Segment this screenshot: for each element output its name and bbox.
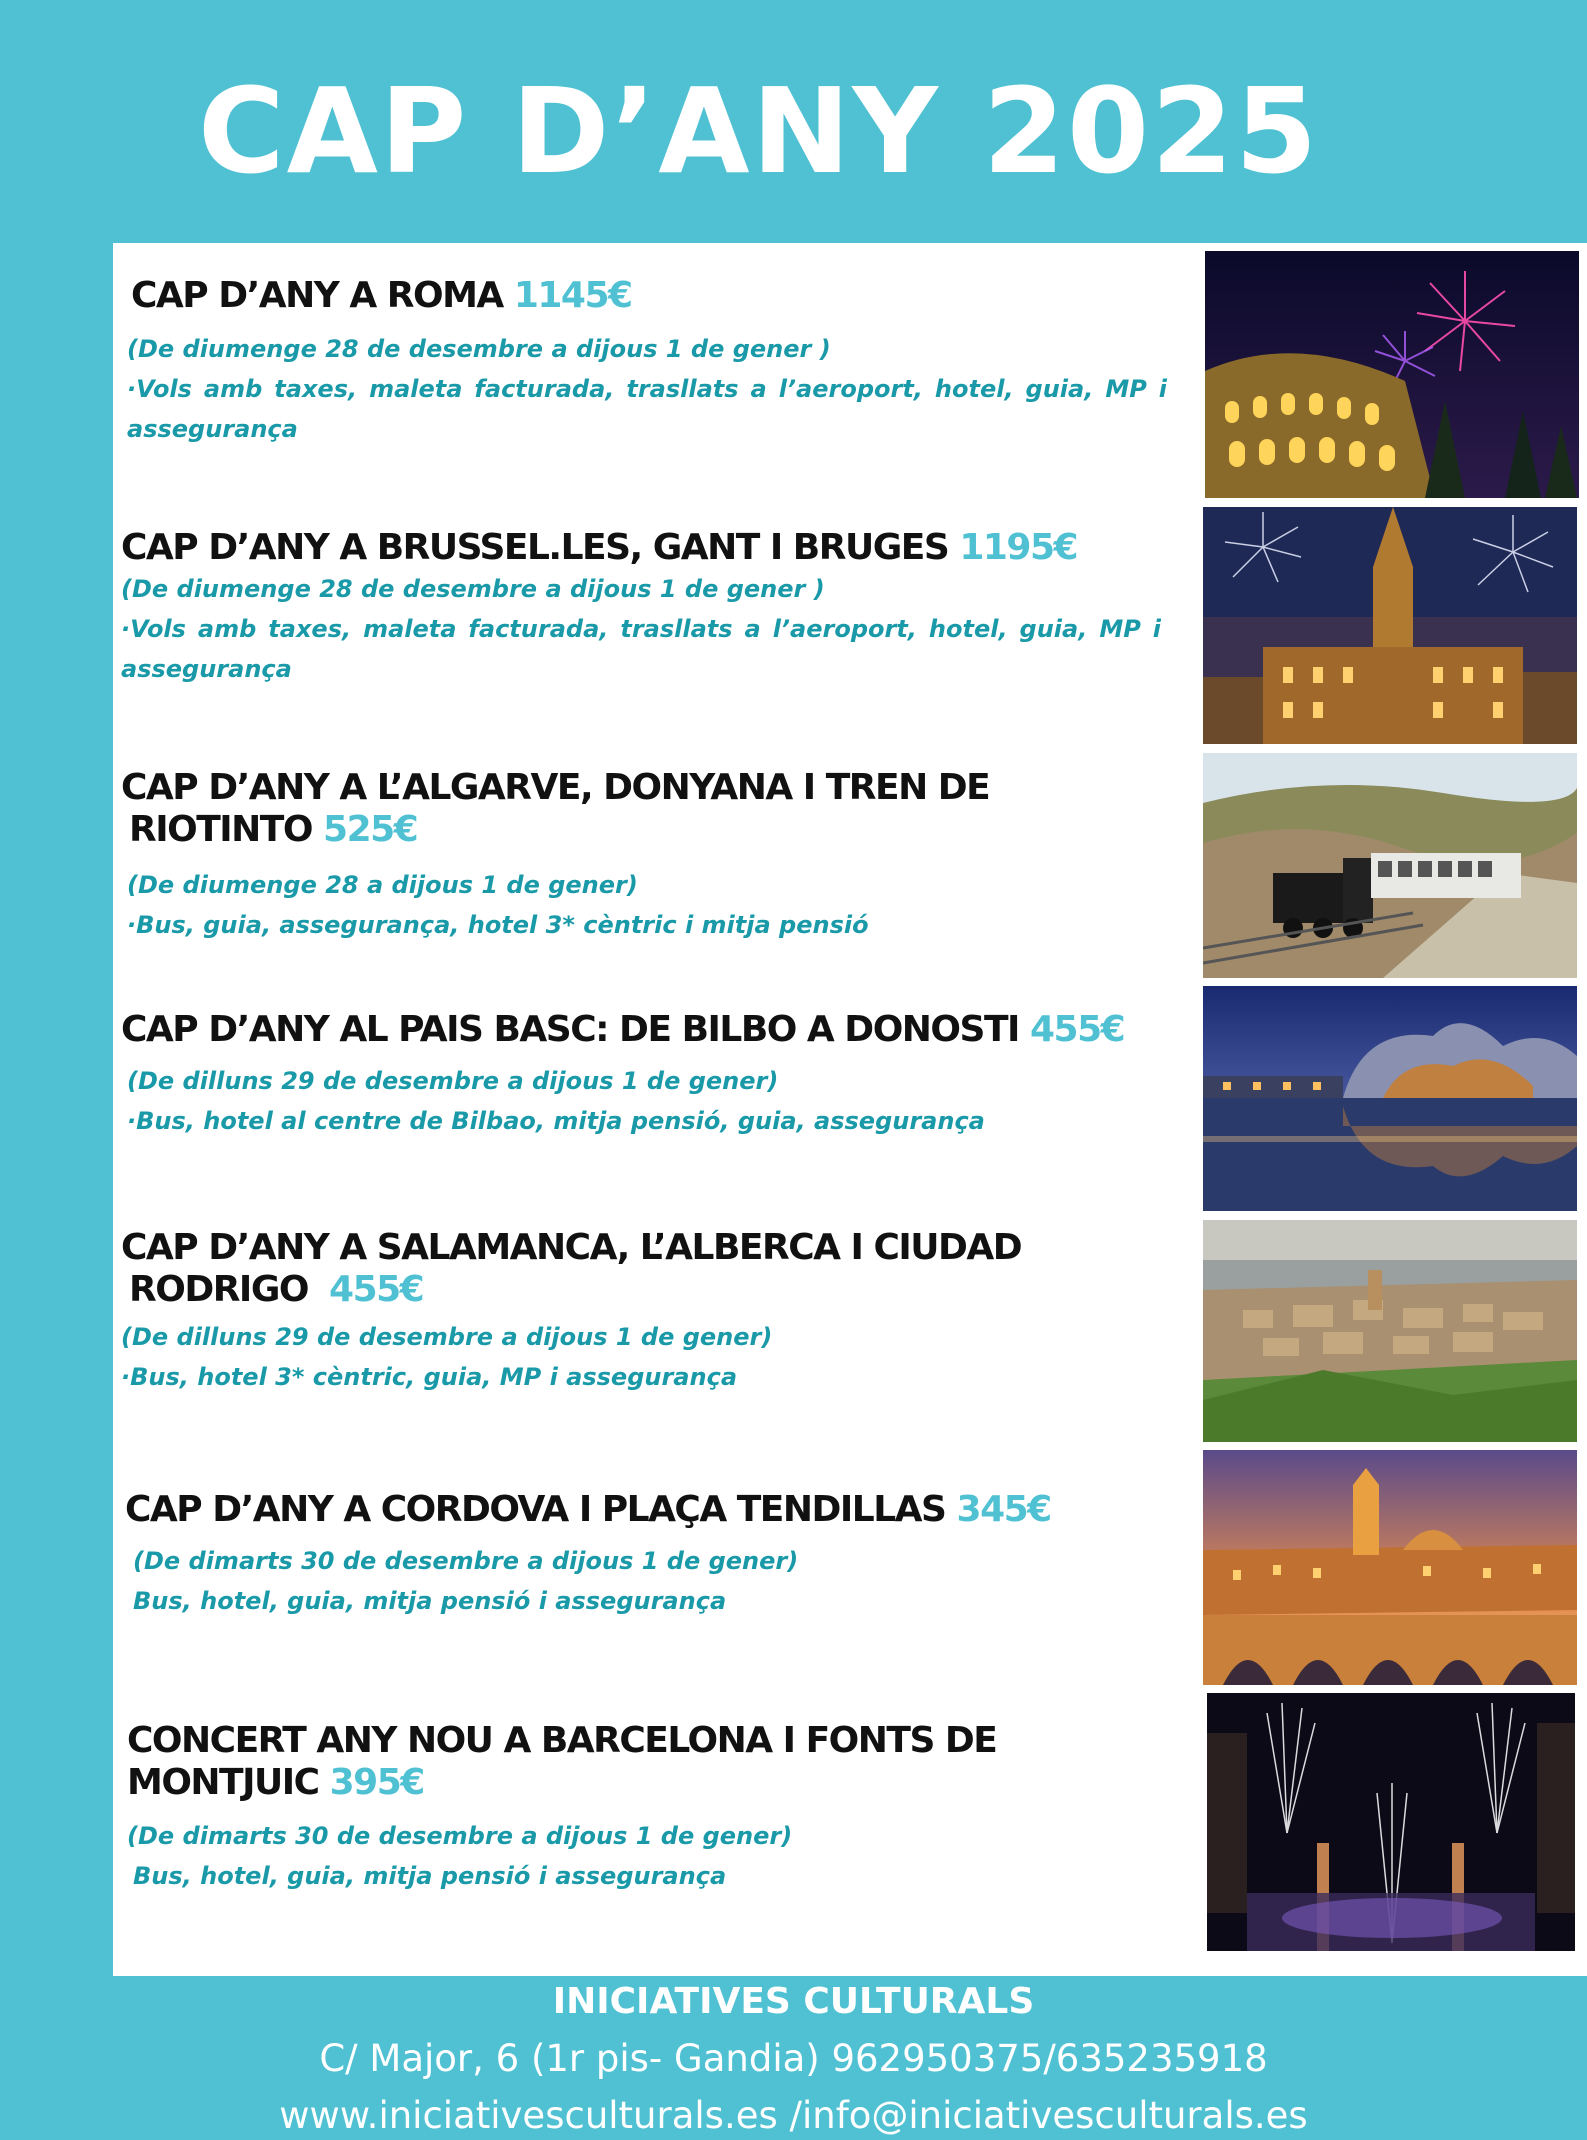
steam-train-photo: [1203, 753, 1577, 978]
grand-place-fireworks-photo: [1203, 507, 1577, 744]
ciudad-rodrigo-aerial-photo: [1203, 1220, 1577, 1442]
trip-title-line2: MONTJUIC 395€: [127, 1762, 424, 1803]
trip-price: 1195€: [959, 527, 1078, 568]
trip-dates: (De dimarts 30 de desembre a dijous 1 de gener): [127, 1822, 793, 1850]
trip-price: 1145€: [513, 275, 632, 316]
trip-description: ·Bus, hotel al centre de Bilbao, mitja pensió, guia, assegurança: [127, 1107, 985, 1135]
trip-description: Bus, hotel, guia, mitja pensió i assegurança: [133, 1862, 727, 1890]
trip-title: CAP D’ANY A SALAMANCA, L’ALBERCA I CIUDAD: [121, 1227, 1022, 1268]
trip-title: CAP D’ANY AL PAIS BASC: DE BILBO A DONOSTI 455€: [121, 1009, 1125, 1050]
guggenheim-night-photo: [1203, 986, 1577, 1211]
page-title: CAP D’ANY 2025: [198, 62, 1320, 200]
trip-barcelona: [113, 1720, 1193, 1896]
trip-title-line2: RODRIGO 455€: [129, 1269, 424, 1310]
trip-dates: (De dilluns 29 de desembre a dijous 1 de gener): [127, 1067, 779, 1095]
trip-price: 455€: [329, 1269, 424, 1310]
trip-algarve: [113, 767, 1193, 945]
trip-cordova: [113, 1489, 1193, 1621]
colosseum-fireworks-photo: [1205, 251, 1579, 498]
trip-dates: (De diumenge 28 a dijous 1 de gener): [127, 871, 638, 899]
footer-web-email: www.iniciativesculturals.es /info@iniciativesculturals.es: [279, 2094, 1308, 2137]
trip-pais-basc: [113, 1009, 1193, 1141]
trip-description: ·Vols amb taxes, maleta facturada, trasllats a l’aeroport, hotel, guia, MP i assegurança: [121, 615, 1161, 683]
trip-dates: (De dilluns 29 de desembre a dijous 1 de gener): [121, 1323, 773, 1351]
trip-title: CAP D’ANY A BRUSSEL.LES, GANT I BRUGES 1195€: [121, 527, 1078, 568]
footer-address: C/ Major, 6 (1r pis- Gandia) 962950375/635235918: [319, 2037, 1268, 2080]
trip-brussels: [113, 527, 1193, 689]
trip-dates: (De dimarts 30 de desembre a dijous 1 de gener): [133, 1547, 799, 1575]
trip-dates: (De diumenge 28 de desembre a dijous 1 de gener ): [121, 575, 825, 603]
trip-title: CONCERT ANY NOU A BARCELONA I FONTS DE: [127, 1720, 997, 1761]
trip-title: CAP D’ANY A CORDOVA I PLAÇA TENDILLAS 345€: [125, 1489, 1051, 1530]
trip-price: 395€: [329, 1762, 424, 1803]
trip-description: ·Vols amb taxes, maleta facturada, trasllats a l’aeroport, hotel, guia, MP i assegurança: [127, 375, 1167, 443]
trip-description: ·Bus, hotel 3* cèntric, guia, MP i assegurança: [121, 1363, 738, 1391]
offers-panel: [113, 243, 1587, 1976]
trip-description: Bus, hotel, guia, mitja pensió i assegurança: [133, 1587, 727, 1615]
trip-price: 525€: [323, 809, 418, 850]
trip-price: 455€: [1029, 1009, 1125, 1050]
trip-salamanca: [113, 1227, 1193, 1397]
trip-title: CAP D’ANY A L’ALGARVE, DONYANA I TREN DE: [121, 767, 990, 808]
trip-description: ·Bus, guia, assegurança, hotel 3* cèntric i mitja pensió: [127, 911, 869, 939]
trip-price: 345€: [956, 1489, 1051, 1530]
trip-dates: (De diumenge 28 de desembre a dijous 1 de gener ): [127, 335, 831, 363]
cordoba-bridge-sunset-photo: [1203, 1450, 1577, 1685]
footer-company-name: INICIATIVES CULTURALS: [552, 1981, 1035, 2022]
montjuic-fireworks-photo: [1207, 1693, 1575, 1951]
trip-title-line2: RIOTINTO 525€: [129, 809, 418, 850]
trip-roma: [113, 275, 1193, 449]
trip-title: CAP D’ANY A ROMA 1145€: [131, 275, 632, 316]
